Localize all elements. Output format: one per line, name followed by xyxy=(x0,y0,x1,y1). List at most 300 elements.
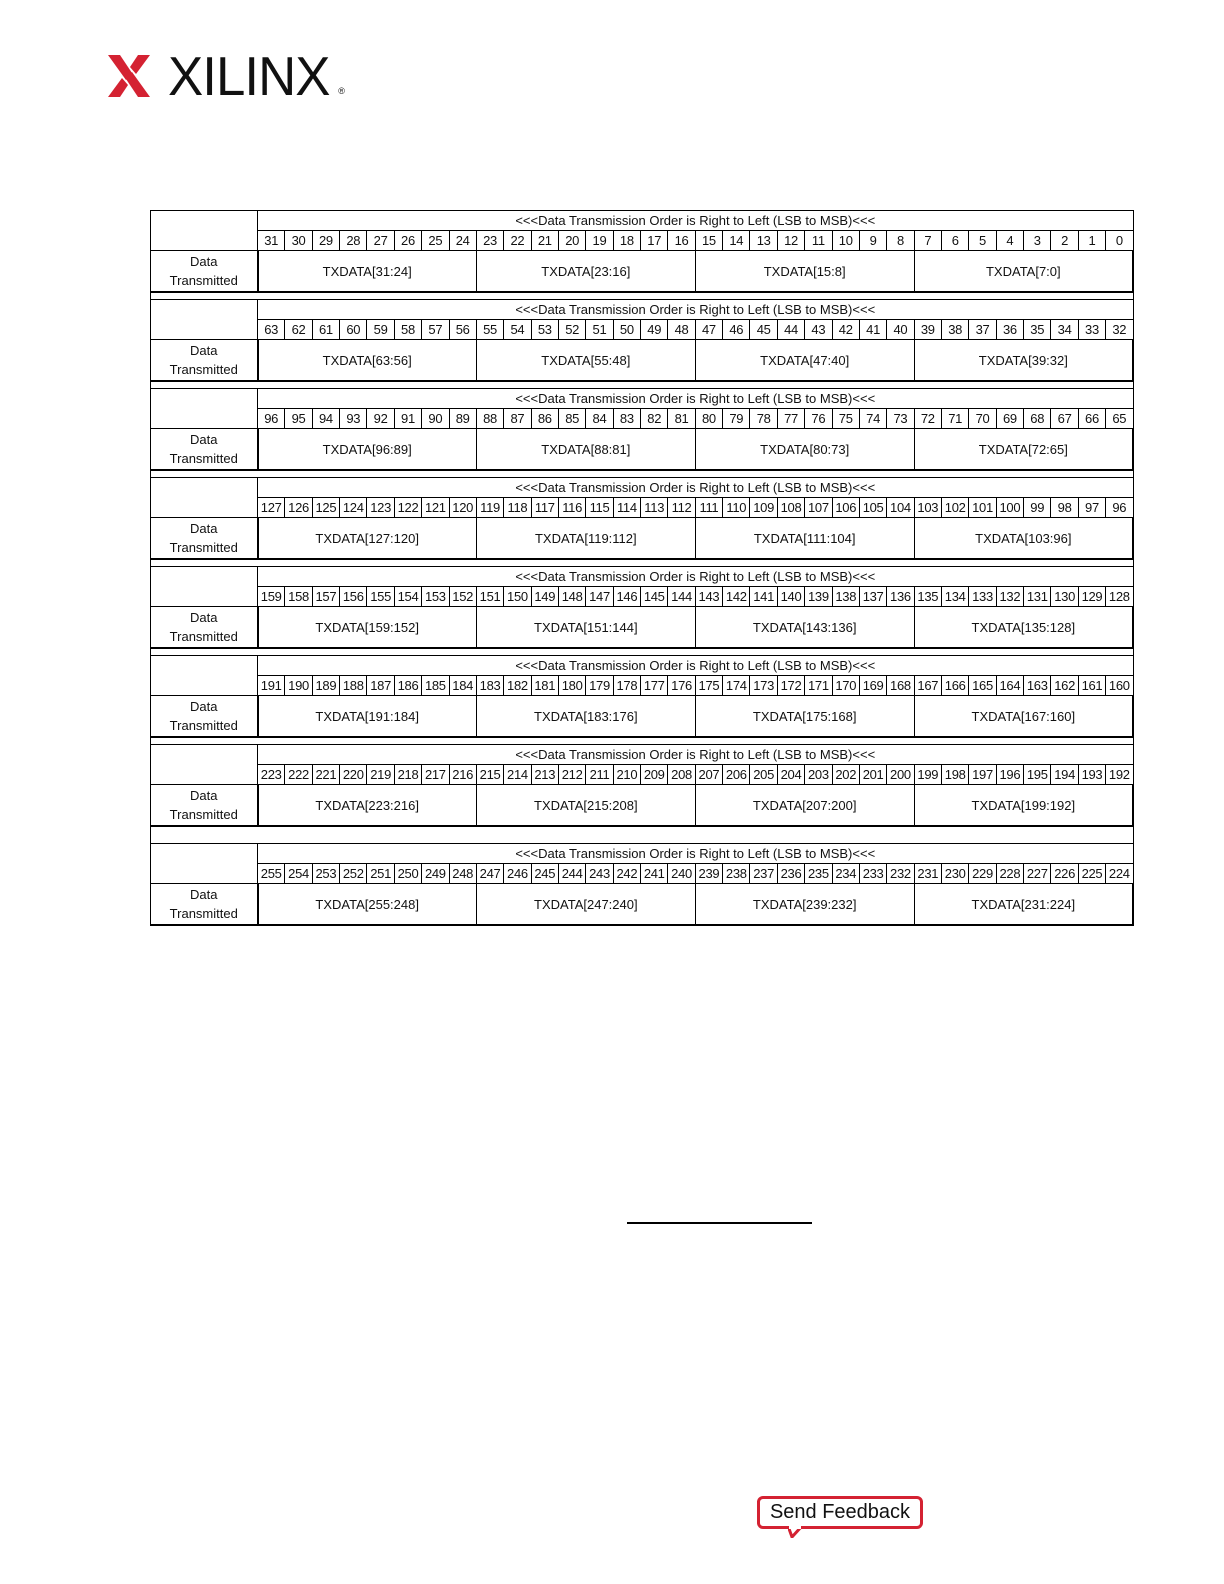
txdata-byte-cell: TXDATA[159:152] xyxy=(258,607,477,649)
bit-index-cell: 40 xyxy=(887,320,914,340)
bit-index-cell: 176 xyxy=(668,676,695,696)
bit-index-cell: 128 xyxy=(1106,587,1133,607)
bit-index-cell: 225 xyxy=(1078,864,1105,884)
bit-index-cell: 91 xyxy=(394,409,421,429)
bit-index-cell: 229 xyxy=(969,864,996,884)
bit-index-cell: 205 xyxy=(750,765,777,785)
send-feedback-label: Send Feedback xyxy=(769,1501,911,1523)
xilinx-mark-icon xyxy=(106,53,152,99)
txdata-byte-cell: TXDATA[15:8] xyxy=(695,251,914,293)
bit-index-cell: 140 xyxy=(777,587,804,607)
data-transmission-tables xyxy=(150,210,1134,926)
bit-index-cell: 86 xyxy=(531,409,558,429)
txdata-byte-cell: TXDATA[183:176] xyxy=(476,696,695,738)
row-label-line2: Transmitted xyxy=(169,906,238,921)
bit-index-cell: 217 xyxy=(422,765,449,785)
txdata-byte-cell: TXDATA[96:89] xyxy=(258,429,477,471)
bit-index-cell: 75 xyxy=(832,409,859,429)
bit-index-cell: 99 xyxy=(1024,498,1051,518)
bit-index-cell: 12 xyxy=(777,231,804,251)
bit-index-cell: 41 xyxy=(859,320,886,340)
bit-index-cell: 22 xyxy=(504,231,531,251)
bit-index-cell: 37 xyxy=(969,320,996,340)
bit-index-cell: 139 xyxy=(805,587,832,607)
bit-index-cell: 126 xyxy=(285,498,312,518)
bit-index-cell: 13 xyxy=(750,231,777,251)
bit-index-cell: 190 xyxy=(285,676,312,696)
bit-index-cell: 135 xyxy=(914,587,941,607)
underline-rule xyxy=(627,1222,812,1224)
row-label-line1: Data xyxy=(190,254,218,269)
bit-index-cell: 38 xyxy=(941,320,968,340)
transmission-order-header: <<<Data Transmission Order is Right to Left (LSB to MSB)<<< xyxy=(258,567,1134,587)
transmission-block xyxy=(150,566,1134,649)
bit-index-cell: 105 xyxy=(859,498,886,518)
bit-index-cell: 201 xyxy=(859,765,886,785)
txdata-byte-cell: TXDATA[127:120] xyxy=(258,518,477,560)
bit-index-cell: 80 xyxy=(695,409,722,429)
bit-index-cell: 35 xyxy=(1024,320,1051,340)
bit-index-cell: 79 xyxy=(723,409,750,429)
bit-index-cell: 204 xyxy=(777,765,804,785)
row-label-line2: Transmitted xyxy=(169,807,238,822)
bit-index-cell: 123 xyxy=(367,498,394,518)
bit-index-cell: 90 xyxy=(422,409,449,429)
bit-index-cell: 222 xyxy=(285,765,312,785)
bit-index-cell: 245 xyxy=(531,864,558,884)
row-label-line1: Data xyxy=(190,610,218,625)
data-transmitted-label xyxy=(151,429,258,471)
txdata-byte-cell: TXDATA[103:96] xyxy=(914,518,1133,560)
bit-index-cell: 244 xyxy=(558,864,585,884)
bit-index-cell: 137 xyxy=(859,587,886,607)
bit-index-cell: 172 xyxy=(777,676,804,696)
bit-index-cell: 76 xyxy=(805,409,832,429)
bit-index-cell: 113 xyxy=(641,498,668,518)
bit-index-cell: 55 xyxy=(476,320,503,340)
bit-index-cell: 45 xyxy=(750,320,777,340)
bit-index-cell: 111 xyxy=(695,498,722,518)
bit-index-cell: 53 xyxy=(531,320,558,340)
txdata-byte-cell: TXDATA[119:112] xyxy=(476,518,695,560)
bit-index-cell: 214 xyxy=(504,765,531,785)
txdata-byte-cell: TXDATA[80:73] xyxy=(695,429,914,471)
bit-index-cell: 78 xyxy=(750,409,777,429)
bit-index-cell: 208 xyxy=(668,765,695,785)
bit-index-cell: 141 xyxy=(750,587,777,607)
transmission-block xyxy=(150,843,1134,926)
bit-index-cell: 81 xyxy=(668,409,695,429)
bit-index-cell: 171 xyxy=(805,676,832,696)
bit-index-cell: 218 xyxy=(394,765,421,785)
transmission-block xyxy=(150,477,1134,560)
bit-index-cell: 175 xyxy=(695,676,722,696)
bit-index-cell: 30 xyxy=(285,231,312,251)
bit-index-cell: 236 xyxy=(777,864,804,884)
bit-index-cell: 164 xyxy=(996,676,1023,696)
bit-index-cell: 136 xyxy=(887,587,914,607)
data-transmitted-label xyxy=(151,696,258,738)
bit-index-cell: 130 xyxy=(1051,587,1078,607)
bit-index-cell: 206 xyxy=(723,765,750,785)
bit-index-cell: 58 xyxy=(394,320,421,340)
bit-index-cell: 178 xyxy=(613,676,640,696)
bit-index-cell: 174 xyxy=(723,676,750,696)
txdata-byte-cell: TXDATA[88:81] xyxy=(476,429,695,471)
speech-bubble-tail-icon xyxy=(788,1526,802,1538)
bit-index-cell: 2 xyxy=(1051,231,1078,251)
bit-index-cell: 89 xyxy=(449,409,476,429)
row-label-line1: Data xyxy=(190,699,218,714)
txdata-byte-cell: TXDATA[175:168] xyxy=(695,696,914,738)
bit-index-cell: 24 xyxy=(449,231,476,251)
bit-index-cell: 118 xyxy=(504,498,531,518)
corner-cell xyxy=(151,844,258,884)
bit-index-cell: 94 xyxy=(312,409,339,429)
bit-index-cell: 223 xyxy=(258,765,285,785)
bit-index-cell: 156 xyxy=(340,587,367,607)
bit-index-cell: 92 xyxy=(367,409,394,429)
txdata-byte-cell: TXDATA[72:65] xyxy=(914,429,1133,471)
txdata-byte-cell: TXDATA[215:208] xyxy=(476,785,695,827)
data-transmitted-label xyxy=(151,884,258,926)
bit-index-cell: 251 xyxy=(367,864,394,884)
bit-index-cell: 155 xyxy=(367,587,394,607)
bit-index-cell: 230 xyxy=(941,864,968,884)
bit-index-cell: 152 xyxy=(449,587,476,607)
bit-index-cell: 107 xyxy=(805,498,832,518)
bit-index-cell: 157 xyxy=(312,587,339,607)
bit-index-cell: 132 xyxy=(996,587,1023,607)
registered-mark: ® xyxy=(338,86,345,96)
bit-index-cell: 4 xyxy=(996,231,1023,251)
txdata-byte-cell: TXDATA[207:200] xyxy=(695,785,914,827)
bit-index-cell: 173 xyxy=(750,676,777,696)
bit-index-cell: 16 xyxy=(668,231,695,251)
bit-index-cell: 170 xyxy=(832,676,859,696)
bit-index-cell: 61 xyxy=(312,320,339,340)
transmission-order-header: <<<Data Transmission Order is Right to Left (LSB to MSB)<<< xyxy=(258,211,1134,231)
bit-index-cell: 65 xyxy=(1106,409,1133,429)
txdata-byte-cell: TXDATA[55:48] xyxy=(476,340,695,382)
bit-index-cell: 187 xyxy=(367,676,394,696)
bit-index-cell: 10 xyxy=(832,231,859,251)
bit-index-cell: 14 xyxy=(723,231,750,251)
bit-index-cell: 199 xyxy=(914,765,941,785)
bit-index-cell: 101 xyxy=(969,498,996,518)
bit-index-cell: 50 xyxy=(613,320,640,340)
transmission-order-header: <<<Data Transmission Order is Right to Left (LSB to MSB)<<< xyxy=(258,656,1134,676)
bit-index-cell: 28 xyxy=(340,231,367,251)
bit-index-cell: 250 xyxy=(394,864,421,884)
bit-index-cell: 233 xyxy=(859,864,886,884)
bit-index-cell: 110 xyxy=(723,498,750,518)
bit-index-cell: 5 xyxy=(969,231,996,251)
bit-index-cell: 70 xyxy=(969,409,996,429)
bit-index-cell: 108 xyxy=(777,498,804,518)
bit-index-cell: 51 xyxy=(586,320,613,340)
bit-index-cell: 158 xyxy=(285,587,312,607)
bit-index-cell: 185 xyxy=(422,676,449,696)
row-label-line2: Transmitted xyxy=(169,629,238,644)
bit-index-cell: 124 xyxy=(340,498,367,518)
bit-index-cell: 146 xyxy=(613,587,640,607)
bit-index-cell: 85 xyxy=(558,409,585,429)
bit-index-cell: 69 xyxy=(996,409,1023,429)
send-feedback-button[interactable] xyxy=(757,1496,923,1529)
bit-index-cell: 154 xyxy=(394,587,421,607)
bit-index-cell: 200 xyxy=(887,765,914,785)
bit-index-cell: 88 xyxy=(476,409,503,429)
data-transmitted-label xyxy=(151,607,258,649)
bit-index-cell: 93 xyxy=(340,409,367,429)
bit-index-cell: 129 xyxy=(1078,587,1105,607)
bit-index-cell: 253 xyxy=(312,864,339,884)
bit-index-cell: 26 xyxy=(394,231,421,251)
bit-index-cell: 197 xyxy=(969,765,996,785)
bit-index-cell: 224 xyxy=(1106,864,1133,884)
bit-index-cell: 219 xyxy=(367,765,394,785)
txdata-byte-cell: TXDATA[47:40] xyxy=(695,340,914,382)
bit-index-cell: 32 xyxy=(1106,320,1133,340)
bit-index-cell: 120 xyxy=(449,498,476,518)
bit-index-cell: 39 xyxy=(914,320,941,340)
transmission-block xyxy=(150,744,1134,827)
bit-index-cell: 66 xyxy=(1078,409,1105,429)
bit-index-cell: 254 xyxy=(285,864,312,884)
bit-index-cell: 62 xyxy=(285,320,312,340)
txdata-byte-cell: TXDATA[199:192] xyxy=(914,785,1133,827)
bit-index-cell: 102 xyxy=(941,498,968,518)
row-label-line2: Transmitted xyxy=(169,273,238,288)
corner-cell xyxy=(151,567,258,607)
bit-index-cell: 240 xyxy=(668,864,695,884)
bit-index-cell: 43 xyxy=(805,320,832,340)
bit-index-cell: 133 xyxy=(969,587,996,607)
txdata-byte-cell: TXDATA[7:0] xyxy=(914,251,1133,293)
bit-index-cell: 216 xyxy=(449,765,476,785)
bit-index-cell: 226 xyxy=(1051,864,1078,884)
bit-index-cell: 184 xyxy=(449,676,476,696)
bit-index-cell: 235 xyxy=(805,864,832,884)
transmission-block xyxy=(150,299,1134,382)
bit-index-cell: 106 xyxy=(832,498,859,518)
xilinx-logo xyxy=(106,45,345,107)
bit-index-cell: 227 xyxy=(1024,864,1051,884)
data-transmitted-label xyxy=(151,340,258,382)
bit-index-cell: 207 xyxy=(695,765,722,785)
bit-index-cell: 60 xyxy=(340,320,367,340)
bit-index-cell: 183 xyxy=(476,676,503,696)
bit-index-cell: 252 xyxy=(340,864,367,884)
block-spacer xyxy=(150,827,1134,843)
bit-index-cell: 63 xyxy=(258,320,285,340)
bit-index-cell: 121 xyxy=(422,498,449,518)
bit-index-cell: 8 xyxy=(887,231,914,251)
data-transmitted-label xyxy=(151,518,258,560)
bit-index-cell: 31 xyxy=(258,231,285,251)
bit-index-cell: 142 xyxy=(723,587,750,607)
bit-index-cell: 115 xyxy=(586,498,613,518)
bit-index-cell: 215 xyxy=(476,765,503,785)
bit-index-cell: 203 xyxy=(805,765,832,785)
bit-index-cell: 46 xyxy=(723,320,750,340)
bit-index-cell: 148 xyxy=(558,587,585,607)
row-label-line2: Transmitted xyxy=(169,540,238,555)
bit-index-cell: 150 xyxy=(504,587,531,607)
bit-index-cell: 195 xyxy=(1024,765,1051,785)
bit-index-cell: 57 xyxy=(422,320,449,340)
bit-index-cell: 54 xyxy=(504,320,531,340)
bit-index-cell: 48 xyxy=(668,320,695,340)
bit-index-cell: 71 xyxy=(941,409,968,429)
bit-index-cell: 127 xyxy=(258,498,285,518)
bit-index-cell: 234 xyxy=(832,864,859,884)
bit-index-cell: 104 xyxy=(887,498,914,518)
txdata-byte-cell: TXDATA[23:16] xyxy=(476,251,695,293)
bit-index-cell: 114 xyxy=(613,498,640,518)
txdata-byte-cell: TXDATA[151:144] xyxy=(476,607,695,649)
txdata-byte-cell: TXDATA[223:216] xyxy=(258,785,477,827)
bit-index-cell: 125 xyxy=(312,498,339,518)
bit-index-cell: 97 xyxy=(1078,498,1105,518)
bit-index-cell: 247 xyxy=(476,864,503,884)
bit-index-cell: 9 xyxy=(859,231,886,251)
bit-index-cell: 73 xyxy=(887,409,914,429)
bit-index-cell: 134 xyxy=(941,587,968,607)
txdata-byte-cell: TXDATA[239:232] xyxy=(695,884,914,926)
bit-index-cell: 116 xyxy=(558,498,585,518)
transmission-block xyxy=(150,388,1134,471)
corner-cell xyxy=(151,389,258,429)
bit-index-cell: 72 xyxy=(914,409,941,429)
bit-index-cell: 143 xyxy=(695,587,722,607)
txdata-byte-cell: TXDATA[247:240] xyxy=(476,884,695,926)
corner-cell xyxy=(151,478,258,518)
bit-index-cell: 82 xyxy=(641,409,668,429)
bit-index-cell: 19 xyxy=(586,231,613,251)
bit-index-cell: 33 xyxy=(1078,320,1105,340)
bit-index-cell: 189 xyxy=(312,676,339,696)
bit-index-cell: 220 xyxy=(340,765,367,785)
bit-index-cell: 84 xyxy=(586,409,613,429)
bit-index-cell: 196 xyxy=(996,765,1023,785)
txdata-byte-cell: TXDATA[167:160] xyxy=(914,696,1133,738)
bit-index-cell: 122 xyxy=(394,498,421,518)
corner-cell xyxy=(151,745,258,785)
transmission-order-header: <<<Data Transmission Order is Right to Left (LSB to MSB)<<< xyxy=(258,389,1134,409)
bit-index-cell: 182 xyxy=(504,676,531,696)
row-label-line2: Transmitted xyxy=(169,362,238,377)
transmission-order-header: <<<Data Transmission Order is Right to Left (LSB to MSB)<<< xyxy=(258,478,1134,498)
bit-index-cell: 213 xyxy=(531,765,558,785)
bit-index-cell: 77 xyxy=(777,409,804,429)
bit-index-cell: 15 xyxy=(695,231,722,251)
bit-index-cell: 151 xyxy=(476,587,503,607)
bit-index-cell: 27 xyxy=(367,231,394,251)
bit-index-cell: 209 xyxy=(641,765,668,785)
bit-index-cell: 162 xyxy=(1051,676,1078,696)
bit-index-cell: 67 xyxy=(1051,409,1078,429)
bit-index-cell: 248 xyxy=(449,864,476,884)
bit-index-cell: 211 xyxy=(586,765,613,785)
bit-index-cell: 163 xyxy=(1024,676,1051,696)
bit-index-cell: 87 xyxy=(504,409,531,429)
bit-index-cell: 21 xyxy=(531,231,558,251)
bit-index-cell: 179 xyxy=(586,676,613,696)
bit-index-cell: 160 xyxy=(1106,676,1133,696)
data-transmitted-label xyxy=(151,251,258,293)
bit-index-cell: 20 xyxy=(558,231,585,251)
bit-index-cell: 212 xyxy=(558,765,585,785)
row-label-line1: Data xyxy=(190,521,218,536)
bit-index-cell: 98 xyxy=(1051,498,1078,518)
bit-index-cell: 95 xyxy=(285,409,312,429)
bit-index-cell: 131 xyxy=(1024,587,1051,607)
bit-index-cell: 68 xyxy=(1024,409,1051,429)
transmission-block xyxy=(150,210,1134,293)
row-label-line2: Transmitted xyxy=(169,451,238,466)
bit-index-cell: 7 xyxy=(914,231,941,251)
corner-cell xyxy=(151,300,258,340)
bit-index-cell: 29 xyxy=(312,231,339,251)
bit-index-cell: 147 xyxy=(586,587,613,607)
bit-index-cell: 221 xyxy=(312,765,339,785)
bit-index-cell: 36 xyxy=(996,320,1023,340)
bit-index-cell: 47 xyxy=(695,320,722,340)
bit-index-cell: 100 xyxy=(996,498,1023,518)
bit-index-cell: 112 xyxy=(668,498,695,518)
bit-index-cell: 194 xyxy=(1051,765,1078,785)
bit-index-cell: 231 xyxy=(914,864,941,884)
bit-index-cell: 149 xyxy=(531,587,558,607)
bit-index-cell: 145 xyxy=(641,587,668,607)
transmission-block xyxy=(150,655,1134,738)
bit-index-cell: 0 xyxy=(1106,231,1133,251)
bit-index-cell: 192 xyxy=(1106,765,1133,785)
data-transmitted-label xyxy=(151,785,258,827)
bit-index-cell: 18 xyxy=(613,231,640,251)
bit-index-cell: 83 xyxy=(613,409,640,429)
bit-index-cell: 25 xyxy=(422,231,449,251)
bit-index-cell: 52 xyxy=(558,320,585,340)
bit-index-cell: 255 xyxy=(258,864,285,884)
bit-index-cell: 191 xyxy=(258,676,285,696)
bit-index-cell: 161 xyxy=(1078,676,1105,696)
bit-index-cell: 6 xyxy=(941,231,968,251)
bit-index-cell: 159 xyxy=(258,587,285,607)
bit-index-cell: 241 xyxy=(641,864,668,884)
bit-index-cell: 1 xyxy=(1078,231,1105,251)
corner-cell xyxy=(151,656,258,696)
row-label-line1: Data xyxy=(190,432,218,447)
bit-index-cell: 96 xyxy=(258,409,285,429)
bit-index-cell: 243 xyxy=(586,864,613,884)
bit-index-cell: 109 xyxy=(750,498,777,518)
bit-index-cell: 181 xyxy=(531,676,558,696)
txdata-byte-cell: TXDATA[63:56] xyxy=(258,340,477,382)
bit-index-cell: 198 xyxy=(941,765,968,785)
bit-index-cell: 210 xyxy=(613,765,640,785)
transmission-order-header: <<<Data Transmission Order is Right to Left (LSB to MSB)<<< xyxy=(258,745,1134,765)
bit-index-cell: 144 xyxy=(668,587,695,607)
bit-index-cell: 96 xyxy=(1106,498,1133,518)
bit-index-cell: 166 xyxy=(941,676,968,696)
bit-index-cell: 119 xyxy=(476,498,503,518)
bit-index-cell: 188 xyxy=(340,676,367,696)
bit-index-cell: 165 xyxy=(969,676,996,696)
row-label-line1: Data xyxy=(190,887,218,902)
